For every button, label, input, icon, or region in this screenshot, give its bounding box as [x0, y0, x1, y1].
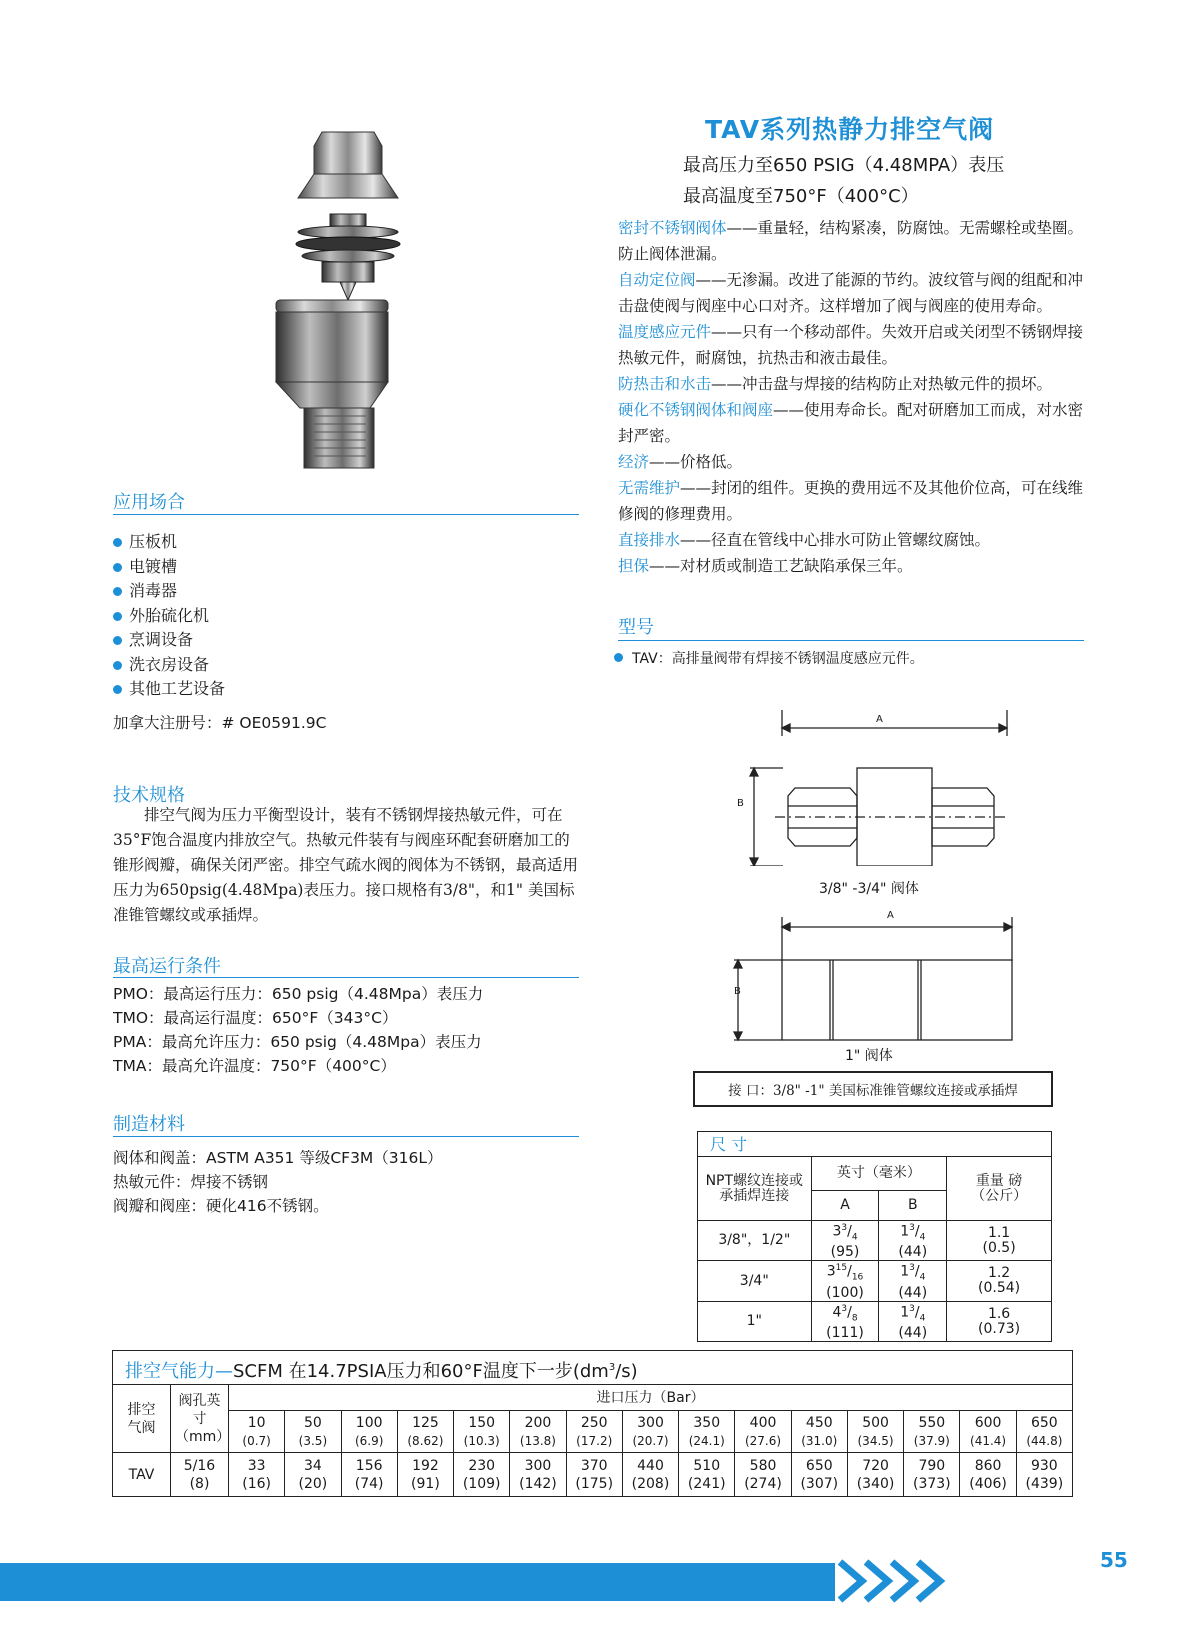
- product-photo: [270, 128, 430, 471]
- header-orifice: 阀孔英寸（mm）: [171, 1385, 229, 1453]
- section-divider: [113, 977, 579, 978]
- section-divider: [618, 640, 1084, 641]
- max-pressure-subtitle: 最高压力至650 PSIG（4.48MPA）表压: [683, 155, 1005, 176]
- header-weight: 重量 磅 （公斤）: [947, 1157, 1052, 1221]
- pressure-header-cell: 650 (44.8): [1016, 1411, 1072, 1453]
- footer-bar: [0, 1563, 835, 1601]
- list-item: 洗衣房设备: [113, 653, 225, 678]
- features-list: [618, 215, 1088, 579]
- max-temperature-subtitle: 最高温度至750°F（400°C）: [683, 186, 919, 207]
- capacity-value-cell: 720 (340): [847, 1453, 903, 1497]
- pressure-header-cell: 400 (27.6): [735, 1411, 791, 1453]
- feature-item: 直接排水——径直在管线中心排水可防止管螺纹腐蚀。: [618, 531, 991, 549]
- condition-line: PMO：最高运行压力：650 psig（4.48Mpa）表压力: [113, 985, 484, 1003]
- list-item: 其他工艺设备: [113, 677, 225, 702]
- condition-line: PMA：最高允许压力：650 psig（4.48Mpa）表压力: [113, 1033, 482, 1051]
- orifice-size: 5/16 (8): [171, 1453, 229, 1497]
- model-title: 型号: [618, 617, 654, 638]
- capacity-value-cell: 580 (274): [735, 1453, 791, 1497]
- table-row: 1" $4^3/_8$ (111) $1^3/_4$ (44) 1.6 (0.73): [698, 1301, 1052, 1341]
- capacity-value-cell: 790 (373): [904, 1453, 960, 1497]
- conditions-title: 最高运行条件: [113, 956, 221, 977]
- list-item: 消毒器: [113, 579, 225, 604]
- arrows-icon: [836, 1556, 956, 1606]
- pressure-header-cell: 600 (41.4): [960, 1411, 1016, 1453]
- feature-item: 无需维护——封闭的组件。更换的费用远不及其他价位高，可在线维修阀的修理费用。: [618, 479, 1084, 523]
- capacity-value-cell: 156 (74): [341, 1453, 397, 1497]
- dimension-table-title: 尺 寸: [697, 1131, 1052, 1156]
- capacity-value-cell: 34 (20): [285, 1453, 341, 1497]
- tech-spec-text: 排空气阀为压力平衡型设计，装有不锈钢焊接热敏元件，可在35°F饱合温度内排放空气。热敏元件装有与阀座环配套研磨加工的锥形阀瓣，确保关闭严密。排空气疏水阀的阀体为不锈钢，最高适用压力为650psig(4.48Mpa)表压力。接口规格有3/8"，和1" 美国标准锥管螺纹或承插焊。: [113, 806, 579, 924]
- table-row: 3/4" $3^{15}/_{16}$ (100) $1^3/_4$ (44) 1.2 (0.54): [698, 1261, 1052, 1301]
- diagram-caption: 1" 阀体: [845, 1048, 893, 1064]
- pressure-header-cell: 500 (34.5): [847, 1411, 903, 1453]
- feature-item: 硬化不锈钢阀体和阀座——使用寿命长。配对研磨加工而成，对水密封严密。: [618, 401, 1084, 445]
- dimension-label-a: A: [887, 910, 894, 921]
- capacity-value-cell: 33 (16): [229, 1453, 285, 1497]
- list-item: 外胎硫化机: [113, 604, 225, 629]
- header-inch-mm: 英寸（毫米）: [811, 1157, 947, 1191]
- feature-item: 防热击和水击——冲击盘与焊接的结构防止对热敏元件的损坏。: [618, 375, 1053, 393]
- canada-registration: 加拿大注册号：# OE0591.9C: [113, 714, 327, 732]
- conditions-list: [113, 982, 483, 1078]
- capacity-value-cell: 370 (175): [566, 1453, 622, 1497]
- applications-title: 应用场合: [113, 492, 185, 513]
- feature-item: 温度感应元件——只有一个移动部件。失效开启或关闭型不锈钢焊接热敏元件，耐腐蚀，抗热击和液击最佳。: [618, 323, 1084, 367]
- capacity-value-cell: 300 (142): [510, 1453, 566, 1497]
- capacity-value-cell: 510 (241): [679, 1453, 735, 1497]
- material-line: 阀瓣和阀座：硬化416不锈钢。: [113, 1197, 329, 1215]
- dimension-label-a: A: [876, 714, 883, 725]
- valve-model: TAV: [113, 1453, 171, 1497]
- capacity-value-cell: 440 (208): [622, 1453, 678, 1497]
- model-description: TAV：高排量阀带有焊接不锈钢温度感应元件。: [632, 651, 924, 667]
- list-item: 烹调设备: [113, 628, 225, 653]
- header-npt: NPT螺纹连接或承插焊连接: [698, 1157, 812, 1221]
- materials-list: [113, 1146, 443, 1218]
- condition-line: TMA：最高允许温度：750°F（400°C）: [113, 1057, 396, 1075]
- dimension-table: [697, 1131, 1052, 1342]
- pressure-header-cell: 50 (3.5): [285, 1411, 341, 1453]
- header-valve: 排空气阀: [113, 1385, 171, 1453]
- diagram-caption: 3/8" -3/4" 阀体: [819, 881, 919, 897]
- pressure-header-cell: 350 (24.1): [679, 1411, 735, 1453]
- pressure-header-cell: 250 (17.2): [566, 1411, 622, 1453]
- feature-item: 担保——对材质或制造工艺缺陷承保三年。: [618, 557, 913, 575]
- dimension-diagram-hex-body: [745, 706, 1020, 866]
- dimension-diagram-round-body: [730, 915, 1020, 1043]
- pressure-header-cell: 100 (6.9): [341, 1411, 397, 1453]
- list-item: 电镀槽: [113, 555, 225, 580]
- material-line: 阀体和阀盖：ASTM A351 等级CF3M（316L）: [113, 1149, 443, 1167]
- pressure-header-cell: 150 (10.3): [454, 1411, 510, 1453]
- connection-note: 接 口：3/8" -1" 美国标准锥管螺纹连接或承插焊: [693, 1071, 1053, 1107]
- condition-line: TMO：最高运行温度：650°F（343°C）: [113, 1009, 398, 1027]
- pressure-header-cell: 450 (31.0): [791, 1411, 847, 1453]
- header-a: A: [811, 1191, 879, 1221]
- feature-item: 密封不锈钢阀体——重量轻，结构紧凑，防腐蚀。无需螺栓或垫圈。防止阀体泄漏。: [618, 219, 1084, 263]
- pressure-header-cell: 300 (20.7): [622, 1411, 678, 1453]
- section-divider: [113, 1136, 579, 1137]
- pressure-header-cell: 550 (37.9): [904, 1411, 960, 1453]
- pressure-header-cell: 200 (13.8): [510, 1411, 566, 1453]
- capacity-value-cell: 230 (109): [454, 1453, 510, 1497]
- capacity-value-cell: 192 (91): [397, 1453, 453, 1497]
- capacity-table: [112, 1350, 1073, 1492]
- feature-item: 自动定位阀——无渗漏。改进了能源的节约。波纹管与阀的组配和冲击盘使阀与阀座中心口对齐。这样增加了阀与阀座的使用寿命。: [618, 271, 1084, 315]
- pressure-header-cell: 125 (8.62): [397, 1411, 453, 1453]
- header-pressure: 进口压力（Bar）: [229, 1385, 1073, 1411]
- capacity-value-cell: 650 (307): [791, 1453, 847, 1497]
- table-row: [113, 1453, 1073, 1497]
- header-b: B: [879, 1191, 947, 1221]
- tech-spec-title: 技术规格: [113, 785, 185, 806]
- bullet-icon: [614, 653, 623, 662]
- main-title: TAV系列热静力排空气阀: [705, 115, 995, 144]
- dimension-label-b: B: [737, 798, 744, 809]
- pressure-header-cell: 10 (0.7): [229, 1411, 285, 1453]
- section-divider: [113, 514, 579, 515]
- materials-title: 制造材料: [113, 1114, 185, 1135]
- applications-list: [113, 530, 225, 702]
- capacity-value-cell: 930 (439): [1016, 1453, 1072, 1497]
- capacity-value-cell: 860 (406): [960, 1453, 1016, 1497]
- table-row: 3/8"，1/2" $3^3/_4$ (95) $1^3/_4$ (44) 1.1 (0.5): [698, 1221, 1052, 1261]
- capacity-table-title: 排空气能力—SCFM 在14.7PSIA压力和60°F温度下一步$(dm^3/s)$: [112, 1350, 1073, 1384]
- material-line: 热敏元件：焊接不锈钢: [113, 1173, 269, 1191]
- feature-item: 经济——价格低。: [618, 453, 743, 471]
- page-number: 55: [1100, 1548, 1128, 1572]
- list-item: 压板机: [113, 530, 225, 555]
- dimension-label-b: B: [734, 986, 741, 997]
